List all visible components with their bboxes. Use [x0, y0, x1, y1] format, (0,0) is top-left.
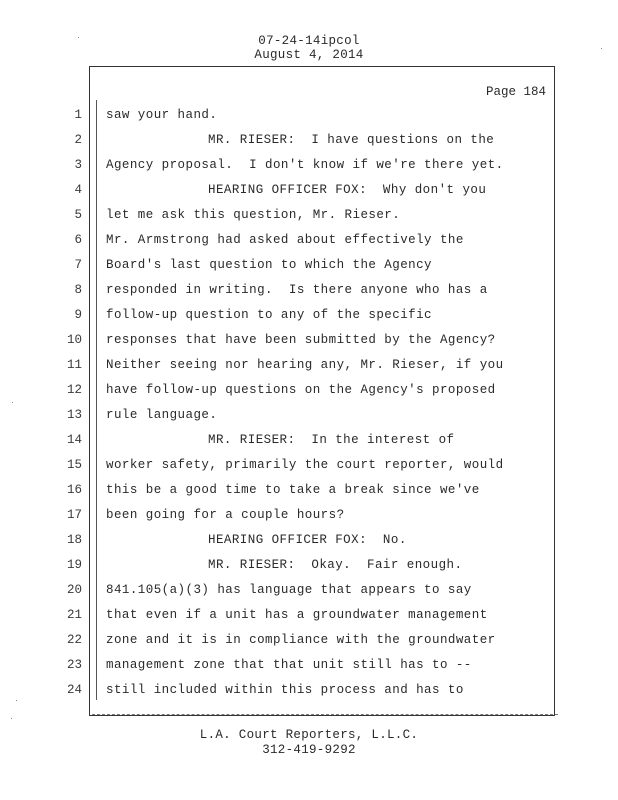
line-number: 18: [66, 533, 82, 547]
line-number: 14: [66, 433, 82, 447]
transcript-line: responses that have been submitted by the Agency?: [106, 333, 496, 347]
transcript-line: MR. RIESER: In the interest of: [208, 433, 455, 447]
transcript-line: let me ask this question, Mr. Rieser.: [106, 208, 401, 222]
line-number: 15: [66, 458, 82, 472]
line-number: 6: [74, 233, 82, 247]
line-number: 23: [66, 658, 82, 672]
scan-speck: [11, 718, 12, 719]
line-number: 11: [66, 358, 82, 372]
transcript-line: Mr. Armstrong had asked about effectively the: [106, 233, 464, 247]
line-number: 13: [66, 408, 82, 422]
transcript-line: Board's last question to which the Agency: [106, 258, 432, 272]
page-number-label: Page 184: [485, 85, 546, 99]
transcript-line: MR. RIESER: Okay. Fair enough.: [208, 558, 463, 572]
scan-speck: [78, 37, 79, 38]
scan-speck: [12, 402, 13, 403]
footer-phone: 312-419-9292: [262, 743, 356, 757]
line-number: 9: [74, 308, 82, 322]
footer-company: L.A. Court Reporters, L.L.C.: [199, 728, 419, 742]
frame-bottom-shadow: [92, 714, 558, 719]
line-number: 17: [66, 508, 82, 522]
transcript-line: follow-up question to any of the specific: [106, 308, 432, 322]
line-number: 3: [74, 158, 82, 172]
transcript-line: responded in writing. Is there anyone who has a: [106, 283, 488, 297]
transcript-line: HEARING OFFICER FOX: Why don't you: [208, 183, 487, 197]
line-number: 21: [66, 608, 82, 622]
line-number: 24: [66, 683, 82, 697]
line-number: 16: [66, 483, 82, 497]
transcript-line: management zone that that unit still has to --: [106, 658, 472, 672]
line-number: 22: [66, 633, 82, 647]
transcript-line: saw your hand.: [106, 108, 218, 122]
line-number: 5: [74, 208, 82, 222]
transcript-line: Agency proposal. I don't know if we're there yet.: [106, 158, 504, 172]
transcript-line: that even if a unit has a groundwater management: [106, 608, 488, 622]
header-filename: 07-24-14ipcol: [258, 34, 360, 48]
transcript-line: zone and it is in compliance with the groundwater: [106, 633, 496, 647]
transcript-line: rule language.: [106, 408, 218, 422]
transcript-line: Neither seeing nor hearing any, Mr. Rieser, if you: [106, 358, 504, 372]
transcript-line: this be a good time to take a break since we've: [106, 483, 480, 497]
transcript-line: HEARING OFFICER FOX: No.: [208, 533, 407, 547]
line-number: 1: [74, 108, 82, 122]
transcript-line: worker safety, primarily the court reporter, would: [106, 458, 504, 472]
scan-speck: [16, 700, 17, 701]
line-number: 12: [66, 383, 82, 397]
line-number: 4: [74, 183, 82, 197]
line-number: 20: [66, 583, 82, 597]
line-number: 7: [74, 258, 82, 272]
transcript-line: been going for a couple hours?: [106, 508, 345, 522]
line-number-rule: [96, 100, 97, 700]
line-number: 8: [74, 283, 82, 297]
line-number: 2: [74, 133, 82, 147]
transcript-line: have follow-up questions on the Agency's proposed: [106, 383, 496, 397]
header-date: August 4, 2014: [254, 48, 364, 62]
transcript-line: MR. RIESER: I have questions on the: [208, 133, 495, 147]
line-number: 19: [66, 558, 82, 572]
transcript-line: still included within this process and has to: [106, 683, 464, 697]
line-number: 10: [66, 333, 82, 347]
transcript-line: 841.105(a)(3) has language that appears to say: [106, 583, 472, 597]
scan-speck: [601, 48, 602, 49]
